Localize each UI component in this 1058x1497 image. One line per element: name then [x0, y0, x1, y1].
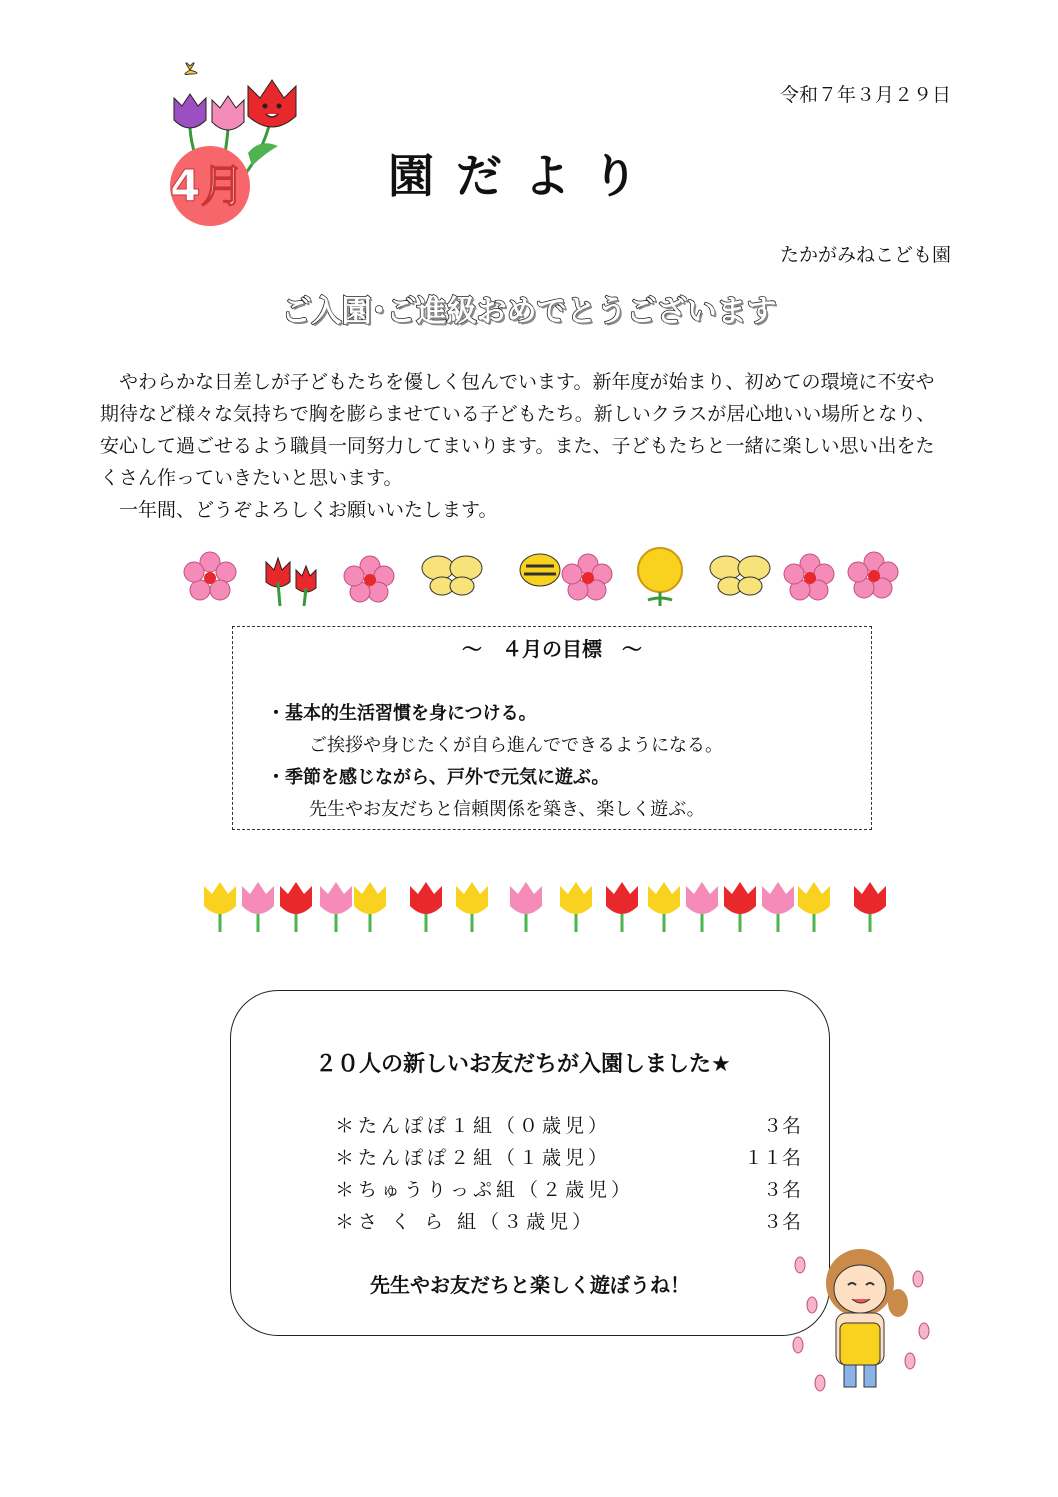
class-row: [335, 1175, 801, 1202]
class-name: ＊たんぽぽ１組（０歳児）: [335, 1115, 612, 1137]
class-count: ３名: [762, 1115, 801, 1137]
goal-title: ・基本的生活習慣を身につける。: [267, 703, 537, 724]
goal-title: ・季節を感じながら、戸外で元気に遊ぶ。: [267, 767, 610, 788]
intro-line: くさん作っていきたいと思います。: [100, 467, 403, 489]
class-count: ３名: [762, 1179, 801, 1201]
newsletter-title: 園だより: [388, 149, 660, 203]
school-name: たかがみねこども園: [780, 244, 952, 266]
enrollment-heading: ２０人の新しいお友だちが入園しました★: [315, 1052, 731, 1077]
greeting-heading: ご入園･ご進級おめでとうございます: [281, 294, 777, 329]
issue-date: 令和７年３月２９日: [780, 84, 952, 106]
spring-flowers-border-icon: [170, 540, 910, 610]
enrollment-footer: 先生やお友だちと楽しく遊ぼうね！: [370, 1273, 690, 1297]
monthly-goals-box: [232, 626, 872, 830]
class-row: [335, 1207, 801, 1234]
class-row: [335, 1143, 801, 1170]
goals-heading: ～ ４月の目標 ～: [462, 637, 642, 661]
intro-line: 期待など様々な気持ちで胸を膨らませている子どもたち。新しいクラスが居心地いい場所となり、: [100, 403, 936, 425]
smiling-teacher-icon: [790, 1245, 940, 1395]
class-name: ＊さ く ら 組（３歳児）: [335, 1211, 596, 1233]
tulip-row-border-icon: [200, 880, 900, 940]
class-count: ３名: [762, 1211, 801, 1233]
intro-paragraph-1: [100, 366, 970, 494]
enrollment-box: [230, 990, 830, 1336]
intro-text: [100, 366, 970, 526]
month-badge: 4月: [170, 161, 245, 212]
intro-line: やわらかな日差しが子どもたちを優しく包んでいます。新年度が始まり、初めての環境に不安や: [119, 371, 935, 393]
goal-detail: ご挨拶や身じたくが自ら進んでできるようになる。: [309, 735, 723, 756]
class-name: ＊たんぽぽ２組（１歳児）: [335, 1147, 612, 1169]
class-count: １１名: [743, 1147, 801, 1169]
class-row: [335, 1111, 801, 1138]
intro-paragraph-2: 一年間、どうぞよろしくお願いいたします。: [119, 499, 498, 521]
goal-detail: 先生やお友だちと信頼関係を築き、楽しく遊ぶ。: [309, 799, 705, 820]
class-name: ＊ちゅうりっぷ組（２歳児）: [335, 1179, 635, 1201]
intro-line: 安心して過ごせるよう職員一同努力してまいります。また、子どもたちと一緒に楽しい思い出をた: [100, 435, 935, 457]
